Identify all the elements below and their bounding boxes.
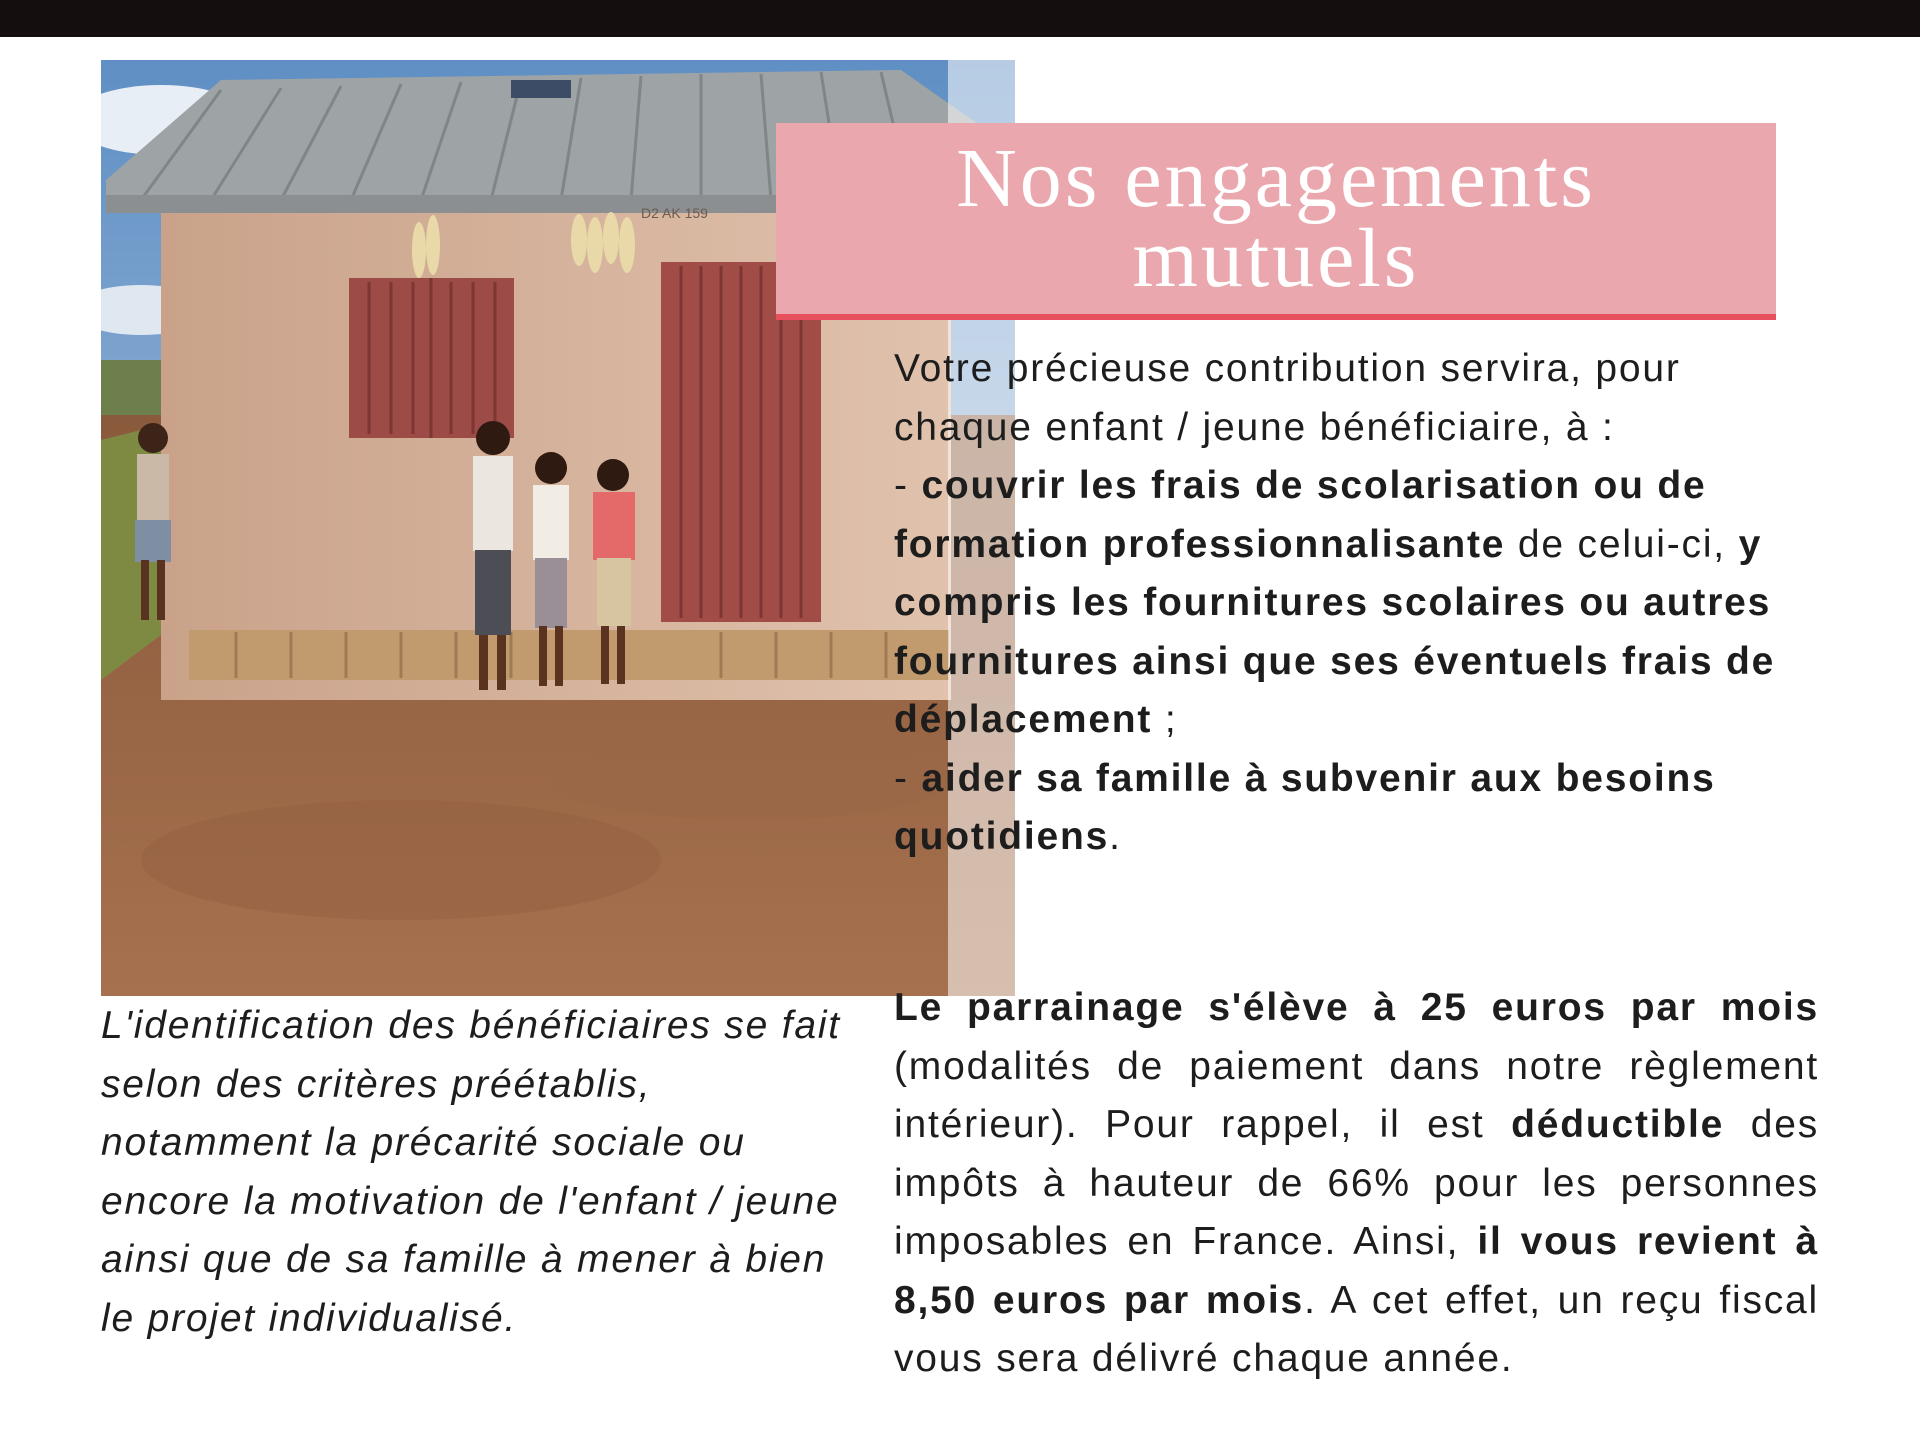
commitment-1-bold: couvrir les frais de scolarisation ou de formation professionnalisante (894, 464, 1707, 566)
stone-foundation (189, 630, 949, 680)
commitment-2-end: . (1109, 815, 1122, 858)
deductible-label: déductible (1511, 1103, 1725, 1146)
sponsorship-paragraph (894, 979, 1819, 1389)
sponsorship-text-1: (modalités de paiement dans notre règlement intérieur). Pour rappel, il est (894, 1044, 1819, 1146)
bullet-dash: - (894, 464, 922, 507)
net-cost: il vous revient à 8,50 euros par mois (894, 1220, 1819, 1322)
commitment-2-bold: aider sa famille à subvenir aux besoins quotidiens (894, 756, 1716, 858)
page-title: Nos engagements mutuels (956, 131, 1596, 305)
sponsorship-text-2: des impôts à hauteur de 66% pour les personnes imposables en France. Ainsi, (894, 1103, 1819, 1263)
solar-panel (511, 80, 571, 98)
title-banner (776, 123, 1776, 320)
house-sign: D2 AK 159 (641, 205, 708, 221)
sponsorship-amount: Le parrainage s'élève à 25 euros par mois (894, 986, 1819, 1029)
intro-lead: Votre précieuse contribution servira, pour chaque enfant / jeune bénéficiaire, à : (894, 347, 1681, 449)
commitment-1-end: ; (1152, 698, 1178, 741)
ground-texture (551, 740, 951, 820)
intro-block (894, 340, 1819, 867)
bullet-dash: - (894, 756, 922, 800)
ground-texture (141, 800, 661, 920)
commitment-1-supplies: y compris les fournitures scolaires ou autres fournitures ainsi que ses éventuels frais de déplacement (894, 522, 1776, 741)
top-bar (0, 0, 1920, 37)
intro-paragraph (894, 340, 1819, 867)
photo-caption: L'identification des bénéficiaires se fait selon des critères préétablis, notamment la précarité sociale ou encore la motivation de l'enfant / jeune ainsi que de sa famille à mener à bien le projet individualisé. (101, 1004, 841, 1340)
commitment-1-text: de celui-ci, (1505, 522, 1739, 566)
sponsorship-text-3: . A cet effet, un reçu fiscal vous sera délivré chaque année. (894, 1278, 1820, 1380)
